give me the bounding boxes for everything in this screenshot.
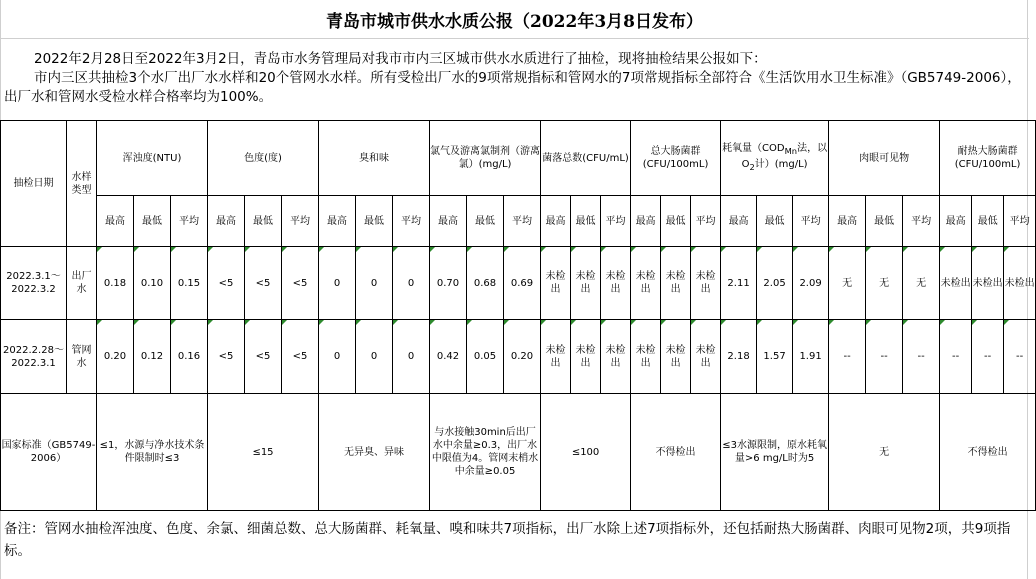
standard-row — [1, 394, 1036, 511]
data-cell: 1.91 — [793, 320, 829, 394]
data-cell: 未检出 — [940, 247, 972, 320]
cell-flag-marker — [430, 320, 435, 325]
sub-header-row — [1, 196, 1036, 247]
header-color: 色度(度) — [208, 121, 319, 196]
cod-rest: 法，以O — [741, 143, 828, 170]
data-cell: 未检出 — [601, 320, 631, 394]
standard-label: 国家标准（GB5749-2006） — [1, 394, 97, 511]
cell-flag-marker — [940, 247, 945, 252]
data-cell: 0.05 — [467, 320, 504, 394]
sub-header-cell: 平均 — [691, 196, 721, 247]
sub-header-cell: 平均 — [504, 196, 541, 247]
sub-header-cell: 最高 — [631, 196, 661, 247]
sub-header-cell: 最低 — [356, 196, 393, 247]
standard-colony: ≤100 — [541, 394, 631, 511]
cell-flag-marker — [356, 247, 361, 252]
cod-sub2: 2 — [749, 162, 755, 172]
sub-header-cell: 最高 — [208, 196, 245, 247]
data-cell: 未检出 — [541, 320, 571, 394]
data-cell: 未检出 — [541, 247, 571, 320]
standard-visible-matter: 无 — [829, 394, 940, 511]
data-cell: 未检出 — [661, 247, 691, 320]
data-cell: 0.12 — [134, 320, 171, 394]
cell-flag-marker — [793, 247, 798, 252]
data-cell: 2.09 — [793, 247, 829, 320]
sheet-gridline — [0, 38, 1029, 39]
data-cell: 未检出 — [631, 320, 661, 394]
data-cell: -- — [866, 320, 903, 394]
cell-flag-marker — [691, 247, 696, 252]
header-cod — [721, 121, 829, 196]
row-type: 出厂水 — [67, 247, 97, 320]
cell-flag-marker — [829, 320, 834, 325]
cell-flag-marker — [245, 320, 250, 325]
data-cell: -- — [940, 320, 972, 394]
header-turbidity: 浑浊度(NTU) — [97, 121, 208, 196]
cell-flag-marker — [757, 320, 762, 325]
cell-flag-marker — [661, 247, 666, 252]
intro-paragraph-1: 2022年2月28日至2022年3月2日，青岛市水务管理局对我市市内三区城市供水水质进行了抽检，现将抽检结果公报如下： — [34, 51, 767, 67]
cell-flag-marker — [208, 320, 213, 325]
header-colony: 菌落总数(CFU/mL) — [541, 121, 631, 196]
data-cell: 0 — [393, 247, 430, 320]
sub-header-cell: 最低 — [245, 196, 282, 247]
header-chlorine: 氯气及游离氯制剂（游离氯）(mg/L) — [430, 121, 541, 196]
sub-header-cell: 平均 — [793, 196, 829, 247]
sub-header-cell: 最高 — [721, 196, 757, 247]
data-cell: <5 — [245, 247, 282, 320]
cell-flag-marker — [793, 320, 798, 325]
data-cell: 0 — [356, 247, 393, 320]
cell-flag-marker — [601, 247, 606, 252]
data-cell: 0 — [356, 320, 393, 394]
sub-header-cell: 最高 — [940, 196, 972, 247]
table-row — [1, 247, 1036, 320]
sub-header-cell: 最低 — [866, 196, 903, 247]
sub-header-cell: 最高 — [829, 196, 866, 247]
data-cell: 2.05 — [757, 247, 793, 320]
data-cell: 未检出 — [691, 247, 721, 320]
cell-flag-marker — [319, 320, 324, 325]
cell-flag-marker — [571, 320, 576, 325]
cell-flag-marker — [208, 247, 213, 252]
cell-flag-marker — [866, 320, 871, 325]
data-cell: 无 — [866, 247, 903, 320]
cell-flag-marker — [282, 247, 287, 252]
cell-flag-marker — [661, 320, 666, 325]
data-cell: 0 — [393, 320, 430, 394]
sub-header-cell: 最高 — [430, 196, 467, 247]
sub-header-cell: 平均 — [1004, 196, 1036, 247]
data-cell: -- — [972, 320, 1004, 394]
sub-header-cell: 最低 — [757, 196, 793, 247]
data-cell: <5 — [208, 247, 245, 320]
cell-flag-marker — [171, 320, 176, 325]
data-cell: 0.70 — [430, 247, 467, 320]
cell-flag-marker — [282, 320, 287, 325]
cell-flag-marker — [972, 247, 977, 252]
cell-flag-marker — [134, 320, 139, 325]
cell-flag-marker — [940, 320, 945, 325]
data-cell: 无 — [829, 247, 866, 320]
data-cell: 未检出 — [571, 320, 601, 394]
data-cell: 未检出 — [601, 247, 631, 320]
cell-flag-marker — [97, 247, 102, 252]
header-odor: 臭和味 — [319, 121, 430, 196]
sub-header-cell: 最低 — [972, 196, 1004, 247]
data-cell: 0.69 — [504, 247, 541, 320]
standard-odor: 无异臭、异味 — [319, 394, 430, 511]
standard-chlorine: 与水接触30min后出厂水中余量≥0.3，出厂水中限值为4。管网末梢水中余量≥0.05 — [430, 394, 541, 511]
cell-flag-marker — [467, 320, 472, 325]
intro-text — [4, 50, 1024, 107]
cell-flag-marker — [541, 247, 546, 252]
sub-header-cell: 平均 — [282, 196, 319, 247]
cod-end: 计）(mg/L) — [754, 159, 808, 170]
water-quality-table — [0, 120, 1036, 511]
cell-flag-marker — [1004, 247, 1009, 252]
cell-flag-marker — [467, 247, 472, 252]
sub-header-cell: 平均 — [903, 196, 940, 247]
cell-flag-marker — [631, 320, 636, 325]
data-cell: 0 — [319, 320, 356, 394]
table-row — [1, 320, 1036, 394]
data-cell: 0.20 — [97, 320, 134, 394]
header-sample-type: 水样类型 — [67, 121, 97, 247]
header-date: 抽检日期 — [1, 121, 67, 247]
sub-header-cell: 平均 — [393, 196, 430, 247]
intro-paragraph-2: 市内三区共抽检3个水厂出厂水水样和20个管网水水样。所有受检出厂水的9项常规指标和管网水的7项常规指标全部符合《生活饮用水卫生标准》（GB5749-2006），出厂水和管网水受检水样合格率均为100%。 — [4, 70, 1021, 105]
data-cell: 未检出 — [691, 320, 721, 394]
cell-flag-marker — [171, 247, 176, 252]
standard-thermo-coliform: 不得检出 — [940, 394, 1036, 511]
cell-flag-marker — [691, 320, 696, 325]
cell-flag-marker — [757, 247, 762, 252]
data-cell: -- — [829, 320, 866, 394]
data-cell: 0.42 — [430, 320, 467, 394]
cell-flag-marker — [97, 320, 102, 325]
row-date: 2022.2.28～2022.3.1 — [1, 320, 67, 394]
cell-flag-marker — [903, 247, 908, 252]
header-coliform: 总大肠菌群(CFU/100mL) — [631, 121, 721, 196]
cell-flag-marker — [721, 247, 726, 252]
sub-header-cell: 最低 — [467, 196, 504, 247]
data-cell: 2.11 — [721, 247, 757, 320]
sub-header-cell: 平均 — [601, 196, 631, 247]
sub-header-cell: 平均 — [171, 196, 208, 247]
data-cell: 0 — [319, 247, 356, 320]
cell-flag-marker — [631, 247, 636, 252]
cell-flag-marker — [319, 247, 324, 252]
data-cell: 0.68 — [467, 247, 504, 320]
data-cell: 0.15 — [171, 247, 208, 320]
cell-flag-marker — [571, 247, 576, 252]
standard-color: ≤15 — [208, 394, 319, 511]
standard-turbidity: ≤1，水源与净水技术条件限制时≤3 — [97, 394, 208, 511]
data-cell: -- — [903, 320, 940, 394]
data-cell: 0.18 — [97, 247, 134, 320]
page-title: 青岛市城市供水水质公报（2022年3月8日发布） — [326, 11, 703, 32]
sub-header-cell: 最低 — [134, 196, 171, 247]
data-cell: 无 — [903, 247, 940, 320]
cod-sub: Mn — [784, 146, 798, 156]
data-cell: 未检出 — [661, 320, 691, 394]
cell-flag-marker — [721, 320, 726, 325]
data-cell: 2.18 — [721, 320, 757, 394]
data-cell: 0.10 — [134, 247, 171, 320]
data-cell: 未检出 — [1004, 247, 1036, 320]
data-cell: <5 — [208, 320, 245, 394]
sub-header-cell: 最低 — [571, 196, 601, 247]
cell-flag-marker — [430, 247, 435, 252]
row-date: 2022.3.1～2022.3.2 — [1, 247, 67, 320]
standard-coliform: 不得检出 — [631, 394, 721, 511]
sub-header-cell: 最高 — [97, 196, 134, 247]
cod-label: 耗氧量（COD — [722, 143, 785, 154]
row-type: 管网水 — [67, 320, 97, 394]
cell-flag-marker — [903, 320, 908, 325]
cell-flag-marker — [504, 320, 509, 325]
data-cell: <5 — [282, 320, 319, 394]
cell-flag-marker — [245, 247, 250, 252]
data-cell: 未检出 — [972, 247, 1004, 320]
cell-flag-marker — [393, 247, 398, 252]
standard-cod: ≤3水源限制，原水耗氧量>6 mg/L时为5 — [721, 394, 829, 511]
data-cell: <5 — [245, 320, 282, 394]
data-cell: 1.57 — [757, 320, 793, 394]
cell-flag-marker — [393, 320, 398, 325]
sub-header-cell: 最高 — [319, 196, 356, 247]
cell-flag-marker — [601, 320, 606, 325]
data-cell: 0.16 — [171, 320, 208, 394]
cell-flag-marker — [356, 320, 361, 325]
cell-flag-marker — [504, 247, 509, 252]
cell-flag-marker — [134, 247, 139, 252]
data-cell: <5 — [282, 247, 319, 320]
header-visible-matter: 肉眼可见物 — [829, 121, 940, 196]
sub-header-cell: 最高 — [541, 196, 571, 247]
data-cell: 未检出 — [631, 247, 661, 320]
header-thermo-coliform: 耐热大肠菌群(CFU/100mL) — [940, 121, 1036, 196]
footnote: 备注：管网水抽检浑浊度、色度、余氯、细菌总数、总大肠菌群、耗氧量、嗅和味共7项指标，出厂水除上述7项指标外，还包括耐热大肠菌群、肉眼可见物2项，共9项指标。 — [4, 521, 1011, 559]
cell-flag-marker — [1004, 320, 1009, 325]
cell-flag-marker — [866, 247, 871, 252]
cell-flag-marker — [829, 247, 834, 252]
data-cell: 未检出 — [571, 247, 601, 320]
data-cell: -- — [1004, 320, 1036, 394]
sub-header-cell: 最低 — [661, 196, 691, 247]
data-cell: 0.20 — [504, 320, 541, 394]
cell-flag-marker — [972, 320, 977, 325]
cell-flag-marker — [541, 320, 546, 325]
